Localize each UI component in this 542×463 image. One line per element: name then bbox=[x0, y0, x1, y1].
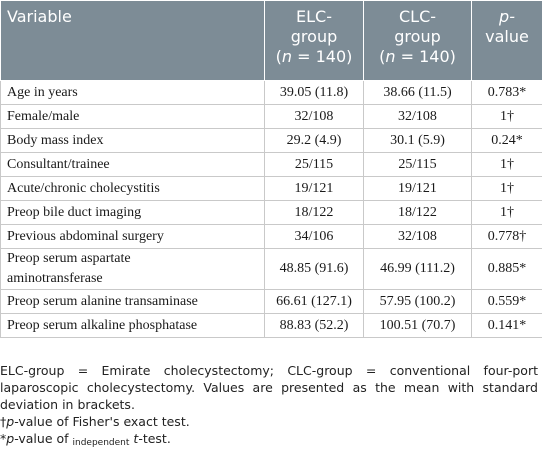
table-row bbox=[1, 81, 542, 105]
cell-variable: Preop bile duct imaging bbox=[1, 201, 265, 225]
cell-variable: Acute/chronic cholecystitis bbox=[1, 177, 265, 201]
footnote-abbreviations: ELC-group = Emirate cholecystectomy; CLC-group = conventional four-port laparoscopic cholecystectomy. Values are presented as the mean with standard deviation in brackets. bbox=[0, 363, 538, 412]
footnote-ttest: *p-value of $_{independent}$ t-test. bbox=[0, 431, 171, 448]
cell-clc: 38.66 (11.5) bbox=[364, 81, 472, 105]
cell-p: 0.783* bbox=[472, 81, 542, 105]
cell-variable: Body mass index bbox=[1, 129, 265, 153]
cell-p: 1† bbox=[472, 201, 542, 225]
cell-p: 1† bbox=[472, 177, 542, 201]
table-header-row bbox=[1, 1, 542, 81]
cell-variable: Preop serum aspartate aminotransferase bbox=[1, 249, 265, 290]
cell-clc: 100.51 (70.7) bbox=[364, 314, 472, 338]
cell-variable: Preop serum alanine transaminase bbox=[1, 290, 265, 314]
cell-elc: 48.85 (91.6) bbox=[265, 249, 364, 290]
header-elc-group: ELC- group (n = 140) bbox=[265, 1, 364, 81]
cell-p: 0.24* bbox=[472, 129, 542, 153]
cell-elc: 66.61 (127.1) bbox=[265, 290, 364, 314]
footnote-fisher: †p-value of Fisher's exact test. bbox=[0, 414, 190, 429]
cell-elc: 34/106 bbox=[265, 225, 364, 249]
cell-elc: 19/121 bbox=[265, 177, 364, 201]
cell-variable: Preop serum alkaline phosphatase bbox=[1, 314, 265, 338]
cell-clc: 57.95 (100.2) bbox=[364, 290, 472, 314]
cell-elc: 88.83 (52.2) bbox=[265, 314, 364, 338]
header-clc-group: CLC- group (n = 140) bbox=[364, 1, 472, 81]
table-footnotes bbox=[0, 362, 538, 447]
cell-elc: 39.05 (11.8) bbox=[265, 81, 364, 105]
table-row bbox=[1, 314, 542, 338]
cell-clc: 32/108 bbox=[364, 225, 472, 249]
cell-clc: 30.1 (5.9) bbox=[364, 129, 472, 153]
cell-p: 0.885* bbox=[472, 249, 542, 290]
cell-p: 0.559* bbox=[472, 290, 542, 314]
cell-elc: 32/108 bbox=[265, 105, 364, 129]
table-row bbox=[1, 249, 542, 290]
table-row bbox=[1, 129, 542, 153]
cell-elc: 18/122 bbox=[265, 201, 364, 225]
cell-elc: 29.2 (4.9) bbox=[265, 129, 364, 153]
cell-p: 1† bbox=[472, 153, 542, 177]
table-row bbox=[1, 225, 542, 249]
cell-variable: Female/male bbox=[1, 105, 265, 129]
header-variable: Variable bbox=[1, 1, 265, 81]
cell-variable: Age in years bbox=[1, 81, 265, 105]
table-row bbox=[1, 105, 542, 129]
cell-clc: 18/122 bbox=[364, 201, 472, 225]
cell-p: 0.778† bbox=[472, 225, 542, 249]
cell-clc: 46.99 (111.2) bbox=[364, 249, 472, 290]
header-p-value: p- value bbox=[472, 1, 542, 81]
cell-p: 1† bbox=[472, 105, 542, 129]
cell-clc: 19/121 bbox=[364, 177, 472, 201]
cell-clc: 32/108 bbox=[364, 105, 472, 129]
cell-elc: 25/115 bbox=[265, 153, 364, 177]
cell-p: 0.141* bbox=[472, 314, 542, 338]
cell-clc: 25/115 bbox=[364, 153, 472, 177]
cell-variable: Previous abdominal surgery bbox=[1, 225, 265, 249]
table-row bbox=[1, 177, 542, 201]
table-row bbox=[1, 153, 542, 177]
table-row bbox=[1, 201, 542, 225]
table-row bbox=[1, 290, 542, 314]
cell-variable: Consultant/trainee bbox=[1, 153, 265, 177]
